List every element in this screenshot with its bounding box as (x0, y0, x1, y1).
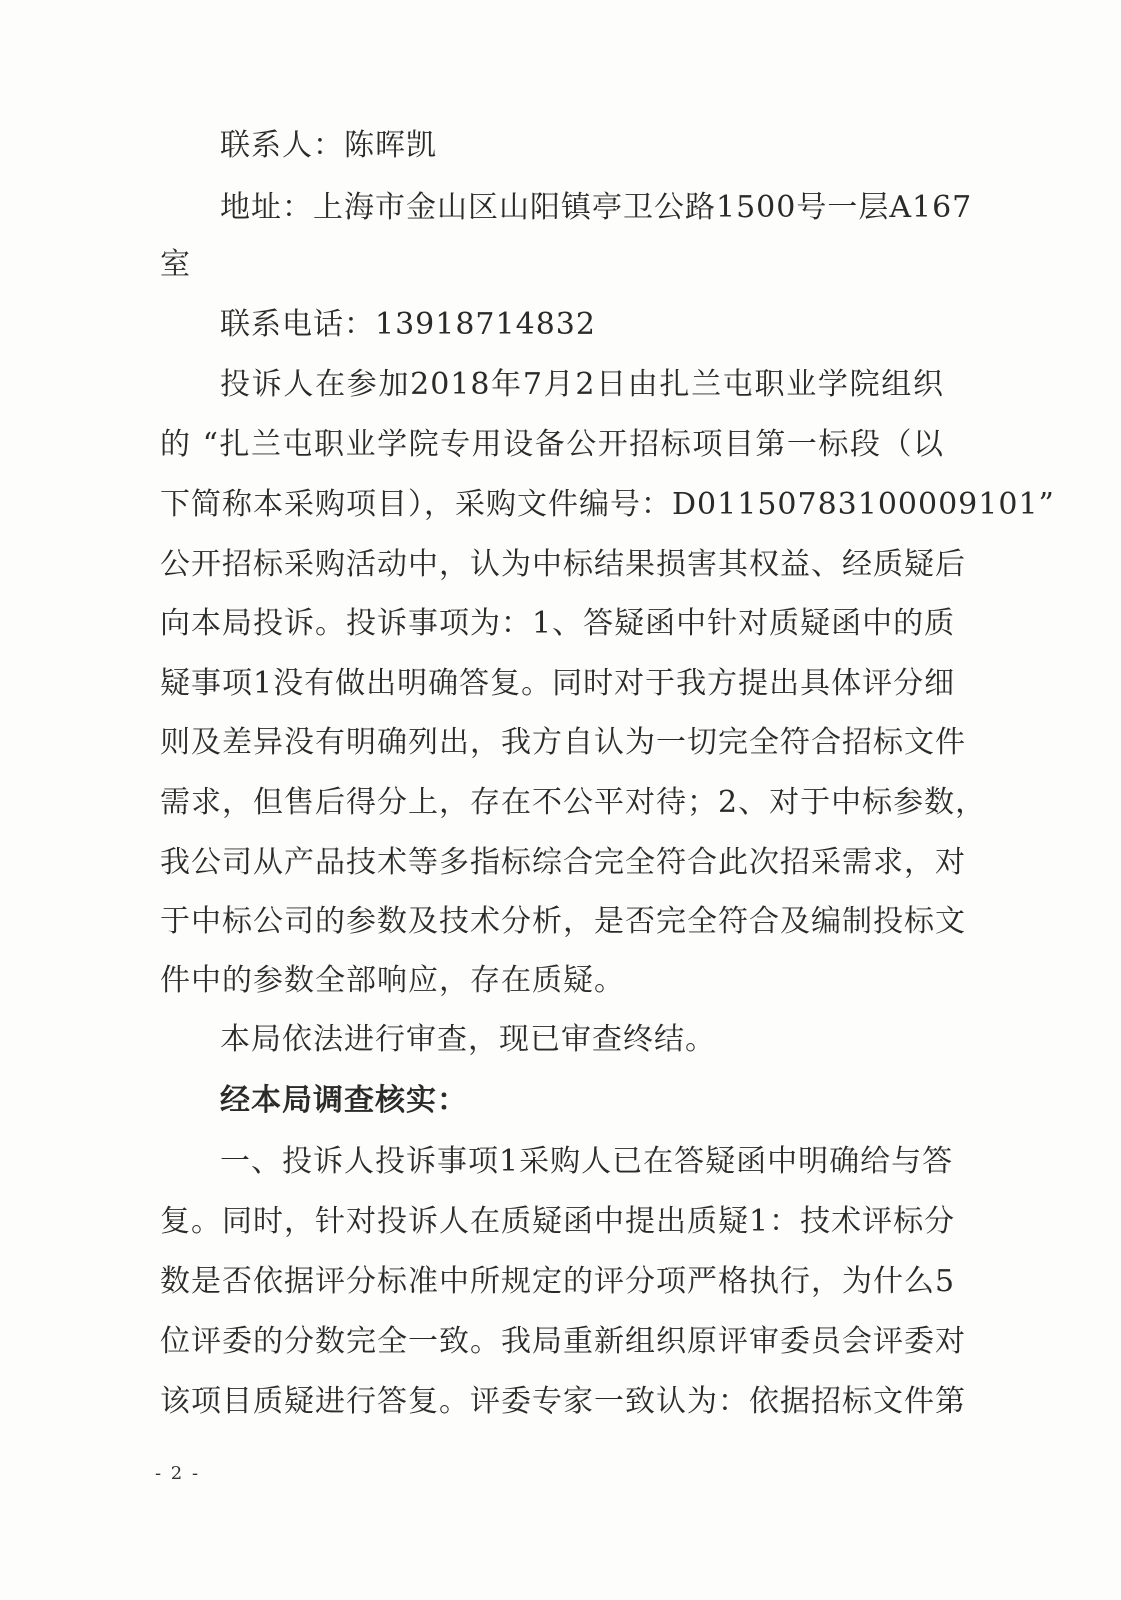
complaint-line: 下简称本采购项目），采购文件编号：D01150783100009101” (160, 487, 1055, 522)
contact-address-line2: 室 (160, 247, 191, 282)
contact-address-line1: 地址：上海市金山区山阳镇亭卫公路1500号一层A167 (220, 190, 973, 225)
complaint-line: 投诉人在参加2018年7月2日由扎兰屯职业学院组织 (220, 367, 944, 402)
complaint-line: 件中的参数全部响应，存在质疑。 (160, 963, 625, 998)
findings-line: 数是否依据评分标准中所规定的评分项严格执行，为什么5 (160, 1264, 956, 1299)
findings-line: 该项目质疑进行答复。评委专家一致认为：依据招标文件第 (160, 1384, 966, 1419)
findings-line: 位评委的分数完全一致。我局重新组织原评审委员会评委对 (160, 1324, 966, 1359)
complaint-line: 需求，但售后得分上，存在不公平对待；2、对于中标参数， (160, 785, 987, 820)
findings-line: 一、投诉人投诉事项1采购人已在答疑函中明确给与答 (220, 1144, 954, 1179)
complaint-line: 疑事项1没有做出明确答复。同时对于我方提出具体评分细 (160, 666, 956, 701)
findings-heading: 经本局调查核实： (220, 1083, 468, 1118)
complaint-line: 向本局投诉。投诉事项为：1、答疑函中针对质疑函中的质 (160, 606, 956, 641)
complaint-line: 的 “扎兰屯职业学院专用设备公开招标项目第一标段（以 (160, 427, 944, 462)
complaint-line: 于中标公司的参数及技术分析，是否完全符合及编制投标文 (160, 904, 966, 939)
complaint-line: 我公司从产品技术等多指标综合完全符合此次招采需求，对 (160, 845, 966, 880)
findings-line: 复。同时，针对投诉人在质疑函中提出质疑1：技术评标分 (160, 1204, 956, 1239)
page-number: - 2 - (155, 1463, 201, 1484)
review-statement: 本局依法进行审查，现已审查终结。 (220, 1022, 716, 1057)
contact-person: 联系人：陈晖凯 (220, 128, 437, 163)
contact-phone: 联系电话：13918714832 (220, 307, 596, 342)
complaint-line: 公开招标采购活动中，认为中标结果损害其权益、经质疑后 (160, 547, 966, 582)
complaint-line: 则及差异没有明确列出，我方自认为一切完全符合招标文件 (160, 725, 966, 760)
